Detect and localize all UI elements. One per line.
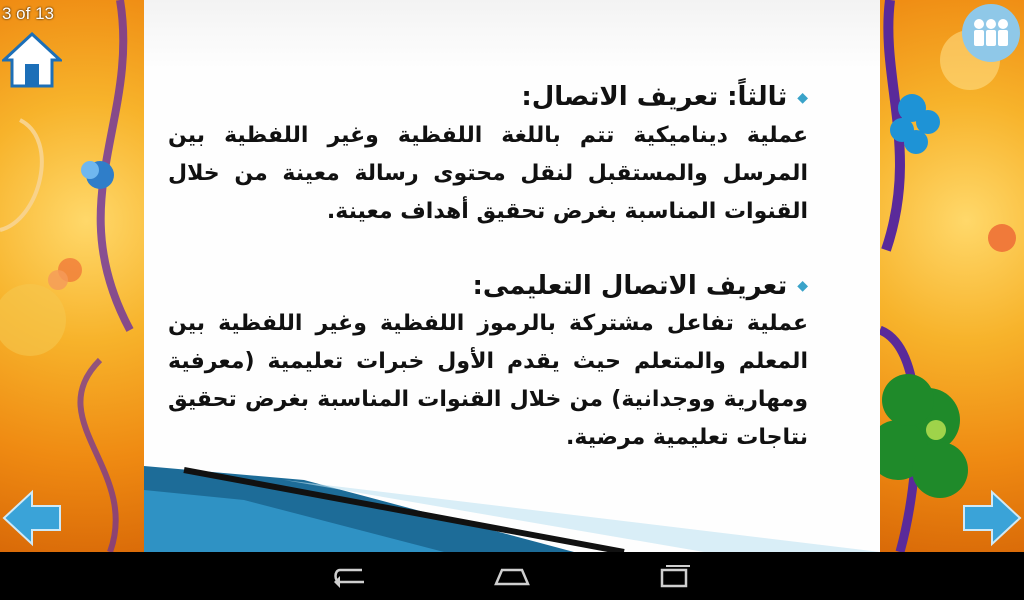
back-icon: [330, 562, 370, 590]
section-body: عملية ديناميكية تتم باللغة اللفظية وغير اللفظية بين المرسل والمستقبل لنقل محتوى رسالة معينة من خلال القنوات المناسبة بغرض تحقيق أهداف معينة.: [168, 122, 808, 224]
next-page-button[interactable]: [962, 488, 1022, 548]
heading-title: تعريف الاتصال التعليمى: [482, 270, 788, 301]
heading-title: تعريف الاتصال: [531, 82, 719, 112]
heading-colon: :: [521, 82, 532, 112]
recents-button[interactable]: [654, 562, 694, 590]
nav-home-icon: [492, 562, 532, 590]
page-counter: 3 of 13: [2, 4, 54, 23]
bullet-icon: ◆: [797, 278, 808, 294]
previous-page-button[interactable]: [2, 488, 62, 548]
people-icon: [962, 4, 1020, 62]
heading-colon: :: [472, 270, 483, 301]
home-button[interactable]: [2, 30, 62, 90]
nav-home-button[interactable]: [492, 562, 532, 590]
arrow-left-icon: [2, 488, 62, 548]
section-body: عملية تفاعل مشتركة بالرموز اللفظية وغير اللفظية بين المعلم والمتعلم حيث يقدم الأول خبرات تعليمية (معرفية ومهارية ووجدانية) من خلال القنوات المناسبة بغرض تحقيق نتاجات تعليمية مرضية.: [168, 311, 808, 450]
back-button[interactable]: [330, 562, 370, 590]
system-navigation-bar: [0, 552, 1024, 600]
arrow-right-icon: [962, 488, 1022, 548]
slide-corner-swoosh: [144, 0, 880, 552]
floral-decoration: [880, 0, 1024, 552]
right-decorative-panel: [880, 0, 1024, 552]
people-button[interactable]: [962, 4, 1020, 62]
home-icon: [2, 30, 62, 90]
bullet-icon: ◆: [797, 89, 808, 106]
heading-separator: :: [718, 82, 738, 112]
heading-prefix: ثالثاً: [737, 82, 788, 112]
slide-page: [144, 0, 880, 552]
recents-icon: [654, 562, 694, 590]
